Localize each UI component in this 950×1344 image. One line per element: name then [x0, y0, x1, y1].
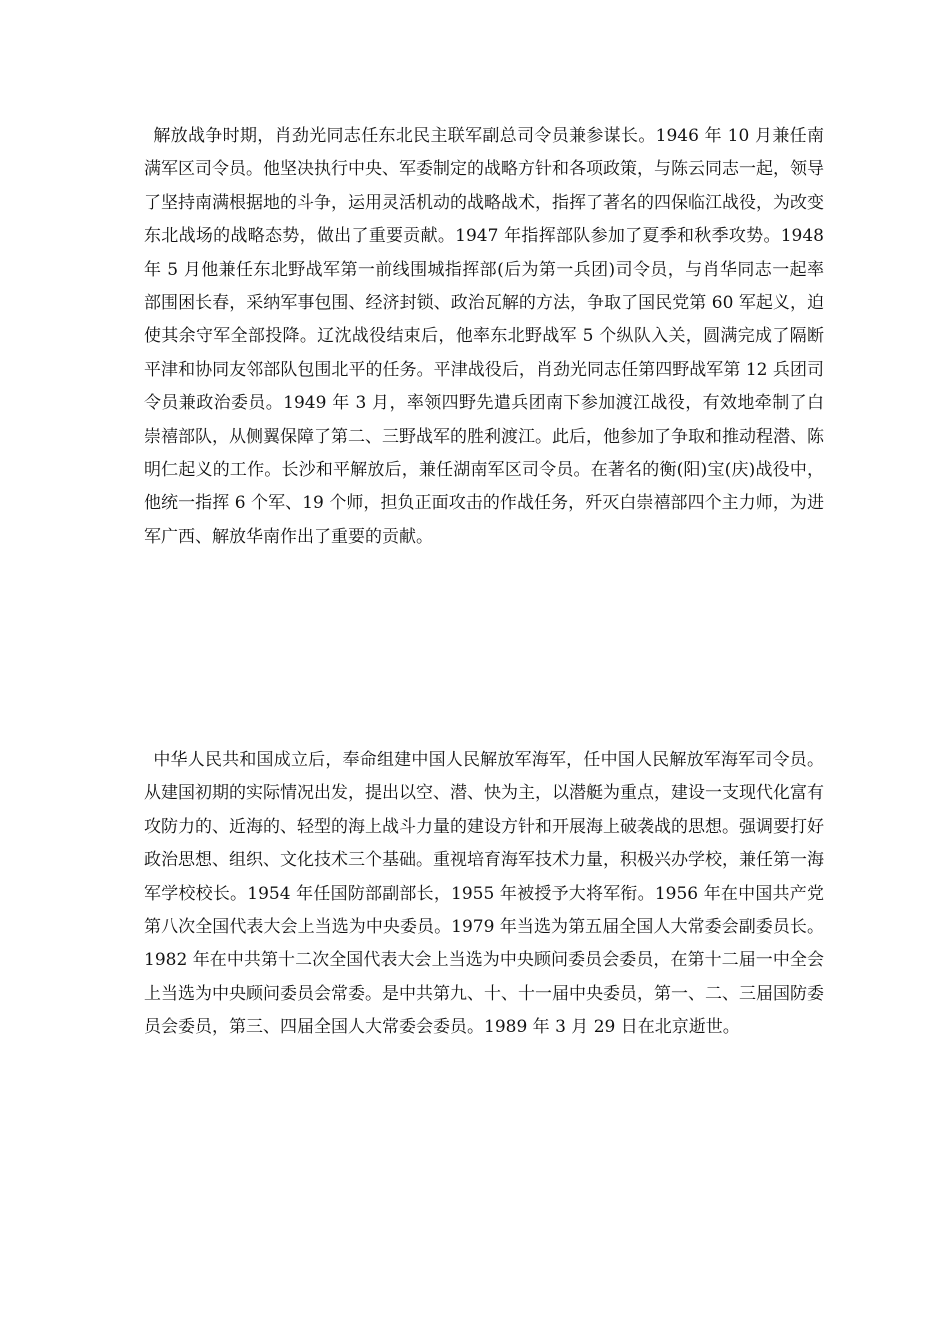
paragraph-after-founding: 中华人民共和国成立后，奉命组建中国人民解放军海军，任中国人民解放军海军司令员。从建国初期的实际情况出发，提出以空、潜、快为主，以潜艇为重点，建设一支现代化富有攻防力的、近海的、轻型的海上战斗力量的建设方针和开展海上破袭战的思想。强调要打好政治思想、组织、文化技术三个基础。重视培育海军技术力量，积极兴办学校，兼任第一海军学校校长。1954 年任国防部副部长，1955 年被授予大将军衔。1956 年在中国共产党第八次全国代表大会上当选为中央委员。1979 年当选为第五届全国人大常委会副委员长。1982 年在中共第十二次全国代表大会上当选为中央顾问委员会委员，在第十二届一中全会上当选为中央顾问委员会常委。是中共第九、十、十一届中央委员，第一、二、三届国防委员会委员，第三、四届全国人大常委会委员。1989 年 3 月 29 日在北京逝世。	[144, 750, 824, 1038]
paragraph-liberation-war: 解放战争时期，肖劲光同志任东北民主联军副总司令员兼参谋长。1946 年 10 月兼任南满军区司令员。他坚决执行中央、军委制定的战略方针和各项政策，与陈云同志一起，领导了坚持南满根据地的斗争，运用灵活机动的战略战术，指挥了著名的四保临江战役，为改变东北战场的战略态势，做出了重要贡献。1947 年指挥部队参加了夏季和秋季攻势。1948 年 5 月他兼任东北野战军第一前线围城指挥部(后为第一兵团)司令员，与肖华同志一起率部围困长春，采纳军事包围、经济封锁、政治瓦解的方法，争取了国民党第 60 军起义，迫使其余守军全部投降。辽沈战役结束后，他率东北野战军 5 个纵队入关，圆满完成了隔断平津和协同友邻部队包围北平的任务。平津战役后，肖劲光同志任第四野战军第 12 兵团司令员兼政治委员。1949 年 3 月，率领四野先遣兵团南下参加渡江战役，有效地牵制了白崇禧部队，从侧翼保障了第二、三野战军的胜利渡江。此后，他参加了争取和推动程潜、陈明仁起义的工作。长沙和平解放后，兼任湖南军区司令员。在著名的衡(阳)宝(庆)战役中，他统一指挥 6 个军、19 个师，担负正面攻击的作战任务，歼灭白崇禧部四个主力师，为进军广西、解放华南作出了重要的贡献。	[144, 126, 824, 547]
